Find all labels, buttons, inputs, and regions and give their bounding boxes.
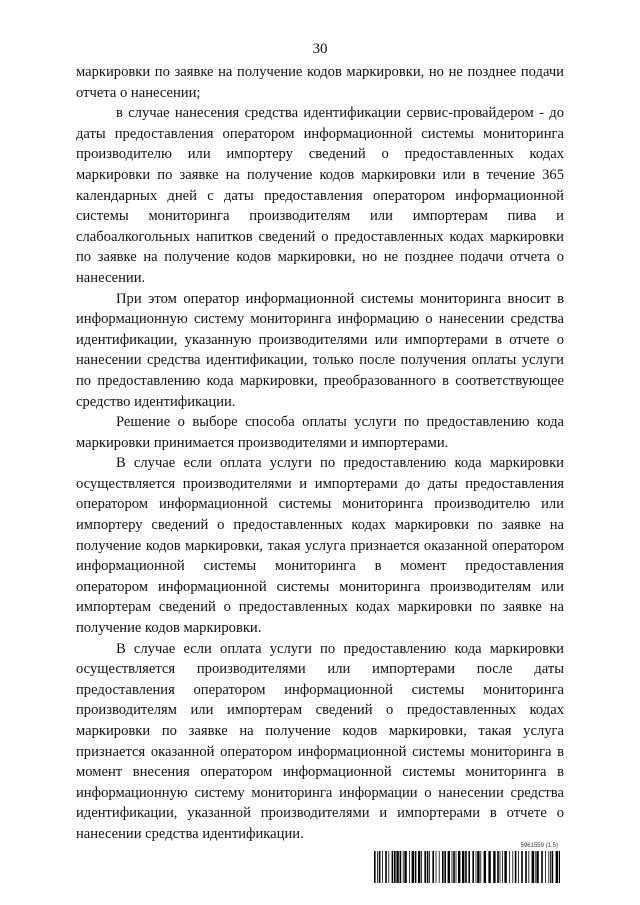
paragraph-1: маркировки по заявке на получение кодов маркировки, но не позднее подачи отчета о нанесении; — [76, 64, 564, 101]
paragraph-6: В случае если оплата услуги по предоставлению кода маркировки осуществляется производителями или импортерами после даты предоставления оператором информационной системы мониторинга производителям или импортерам сведений о предоставленных кодах маркировки по заявке на получение кодов маркировки, такая услуга признается оказанной оператором информационной системы мониторинга в момент внесения оператором информационной системы мониторинга в информационную систему мониторинга информации о нанесении средства идентификации, указанной производителями и импортерами в отчете о нанесении средства идентификации. — [76, 640, 564, 842]
document-code: 5961559 (1.5) — [520, 843, 558, 849]
paragraph-2: в случае нанесения средства идентификации сервис-провайдером - до даты предоставления оператором информационной системы мониторинга производителю или импортеру сведений о предоставленных кодах маркировки по заявке на получение кодов маркировки или в течение 365 календарных дней с даты предоставления оператором информационной системы мониторинга производителям или импортерам пива и слабоалкогольных напитков сведений о предоставленных кодах маркировки по заявке на получение кодов маркировки, но не позднее подачи отчета о нанесении. — [76, 105, 564, 286]
barcode-graphic — [374, 851, 560, 883]
page-number: 30 — [312, 41, 328, 57]
paragraph-4: Решение о выборе способа оплаты услуги по предоставлению кода маркировки принимается производителями и импортерами. — [76, 414, 564, 451]
barcode-icon — [374, 851, 560, 883]
document-body — [76, 62, 564, 845]
paragraph-5: В случае если оплата услуги по предоставлению кода маркировки осуществляется производителями и импортерами до даты предоставления оператором информационной системы мониторинга производителю или импортеру сведений о предоставленных кодах маркировки по заявке на получение кодов маркировки, такая услуга признается оказанной оператором информационной системы мониторинга в момент предоставления оператором информационной системы мониторинга производителям или импортерам сведений о предоставленных кодах маркировки по заявке на получение кодов маркировки. — [76, 455, 564, 637]
paragraph-3: При этом оператор информационной системы мониторинга вносит в информационную систему мониторинга информацию о нанесении средства идентификации, указанную производителями или импортерами в отчете о нанесении средства идентификации, только после получения оплаты услуги по предоставлению кода маркировки, преобразованного в соответствующее средство идентификации. — [76, 290, 564, 410]
